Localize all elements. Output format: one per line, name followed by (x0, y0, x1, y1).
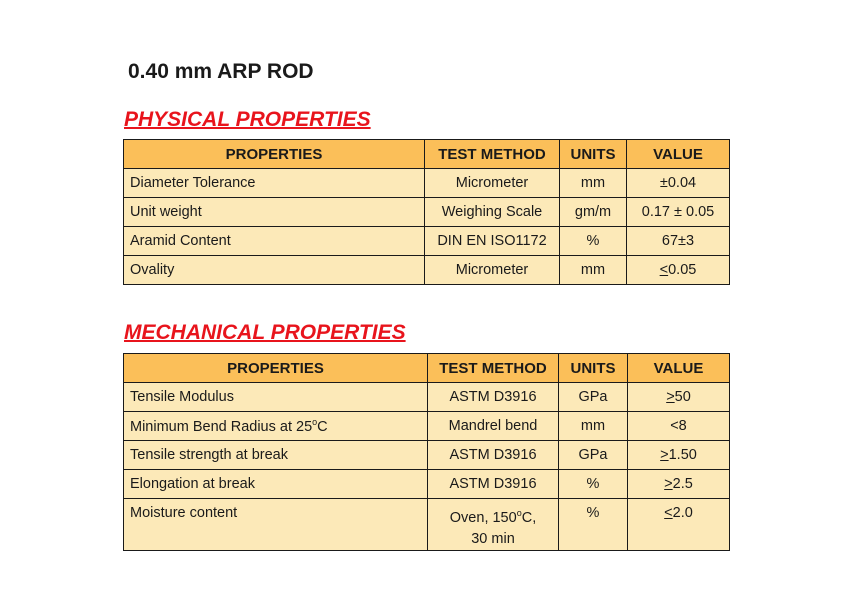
property-unit-text: C (317, 418, 328, 435)
property-cell: Moisture content (124, 499, 428, 551)
value-cell: ±0.04 (627, 169, 730, 198)
property-text: Minimum Bend Radius at 25 (130, 418, 313, 435)
degree-superscript: o (312, 417, 318, 428)
document-title: 0.40 mm ARP ROD (128, 60, 314, 83)
test-method-cell (428, 499, 559, 551)
table-row (124, 470, 730, 499)
table-row (124, 412, 730, 441)
value-symbol: < (664, 505, 673, 521)
table-header-row (124, 354, 730, 383)
test-method-cell: ASTM D3916 (428, 470, 559, 499)
units-cell: % (559, 470, 628, 499)
property-cell: Tensile strength at break (124, 441, 428, 470)
column-header-value: VALUE (627, 140, 730, 169)
column-header-properties: PROPERTIES (124, 354, 428, 383)
property-cell: Tensile Modulus (124, 383, 428, 412)
units-cell: mm (560, 256, 627, 285)
value-number: 0.05 (668, 262, 697, 278)
table-row (124, 383, 730, 412)
property-cell: Ovality (124, 256, 425, 285)
value-symbol: > (666, 389, 675, 405)
mechanical-properties-table (123, 353, 730, 551)
value-symbol: > (660, 447, 669, 463)
column-header-units: UNITS (559, 354, 628, 383)
test-method-cell: DIN EN ISO1172 (425, 227, 560, 256)
column-header-units: UNITS (560, 140, 627, 169)
test-method-cell: Micrometer (425, 256, 560, 285)
property-cell: Diameter Tolerance (124, 169, 425, 198)
table-row (124, 441, 730, 470)
value-cell (628, 383, 730, 412)
test-method-text: Oven, 150 (449, 509, 517, 526)
value-cell: 67±3 (627, 227, 730, 256)
table-row (124, 198, 730, 227)
test-method-cell: Mandrel bend (428, 412, 559, 441)
column-header-test-method: TEST METHOD (428, 354, 559, 383)
column-header-test-method: TEST METHOD (425, 140, 560, 169)
property-cell: Elongation at break (124, 470, 428, 499)
units-cell: mm (559, 412, 628, 441)
units-cell: % (559, 499, 628, 551)
value-cell (627, 256, 730, 285)
property-cell: Aramid Content (124, 227, 425, 256)
value-number: 2.0 (672, 505, 693, 521)
value-symbol: < (659, 262, 669, 278)
table-row (124, 256, 730, 285)
column-header-properties: PROPERTIES (124, 140, 425, 169)
mechanical-properties-heading: MECHANICAL PROPERTIES (124, 321, 406, 344)
value-number: 50 (674, 389, 691, 405)
test-method-cell: Weighing Scale (425, 198, 560, 227)
table-header-row (124, 140, 730, 169)
units-cell: GPa (559, 383, 628, 412)
value-cell (628, 499, 730, 551)
table-row (124, 169, 730, 198)
value-symbol: > (664, 476, 673, 492)
units-cell: GPa (559, 441, 628, 470)
value-cell (628, 470, 730, 499)
table-row (124, 227, 730, 256)
column-header-value: VALUE (628, 354, 730, 383)
value-number: 1.50 (668, 447, 697, 463)
value-number: 2.5 (672, 476, 693, 492)
units-cell: gm/m (560, 198, 627, 227)
units-cell: % (560, 227, 627, 256)
table-row (124, 499, 730, 551)
value-cell (628, 441, 730, 470)
test-method-unit-text: C, (521, 509, 537, 526)
property-cell: Unit weight (124, 198, 425, 227)
physical-properties-table (123, 139, 730, 285)
test-method-duration: 30 min (471, 530, 515, 547)
physical-properties-heading: PHYSICAL PROPERTIES (124, 108, 371, 131)
value-cell: <8 (628, 412, 730, 441)
test-method-cell: ASTM D3916 (428, 383, 559, 412)
degree-superscript: o (516, 508, 522, 518)
property-cell (124, 412, 428, 441)
test-method-cell: Micrometer (425, 169, 560, 198)
value-cell: 0.17 ± 0.05 (627, 198, 730, 227)
test-method-cell: ASTM D3916 (428, 441, 559, 470)
units-cell: mm (560, 169, 627, 198)
